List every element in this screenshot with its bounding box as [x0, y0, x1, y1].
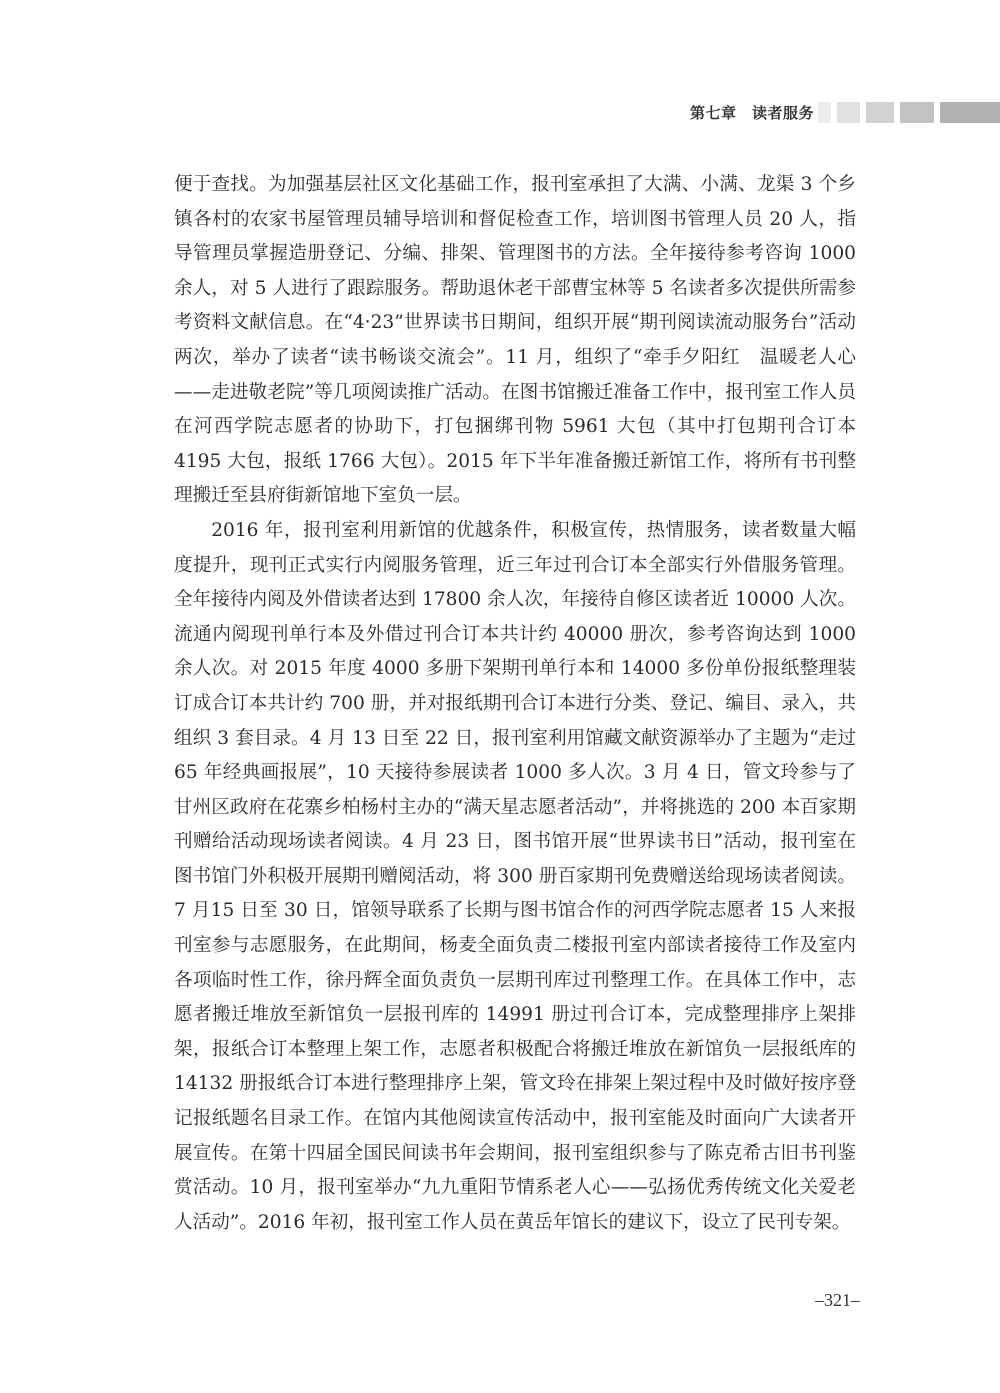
- page-number: –321–: [815, 1290, 860, 1310]
- header-decoration-band: [837, 102, 860, 123]
- body-text: [174, 168, 856, 1240]
- header-decoration-band: [900, 102, 934, 123]
- paragraph-continued: 便于查找。为加强基层社区文化基础工作，报刊室承担了大满、小满、龙渠 3 个乡镇各村的农家书屋管理员辅导培训和督促检查工作，培训图书管理人员 20 人，指导管理员掌握造册登记、分编、排架、管理图书的方法。全年接待参考咨询 1000 余人，对 5 人进行了跟踪服务。帮助退休老干部曹宝林等 5 名读者多次提供所需参考资料文献信息。在“4·23”世界读书日期间，组织开展“期刊阅读流动服务台”活动两次，举办了读者“读书畅谈交流会”。11 月，组织了“牵手夕阳红 温暖老人心——走进敬老院”等几项阅读推广活动。在图书馆搬迁准备工作中，报刊室工作人员在河西学院志愿者的协助下，打包捆绑刊物 5961 大包（其中打包期刊合订本 4195 大包，报纸 1766 大包）。2015 年下半年准备搬迁新馆工作，将所有书刊整理搬迁至县府街新馆地下室负一层。: [174, 174, 856, 507]
- chapter-title: 第七章 读者服务: [690, 104, 815, 122]
- paragraph-2016: 2016 年，报刊室利用新馆的优越条件，积极宣传，热情服务，读者数量大幅度提升，现刊正式实行内阅服务管理，近三年过刊合订本全部实行外借服务管理。全年接待内阅及外借读者达到 17800 余人次，年接待自修区读者近 10000 人次。流通内阅现刊单行本及外借过刊合订本共计约 40000 册次，参考咨询达到 1000 余人次。对 2015 年度 4000 多册下架期刊单行本和 14000 多份单份报纸整理装订成合订本共计约 700 册，并对报纸期刊合订本进行分类、登记、编目、录入，共组织 3 套目录。4 月 13 日至 22 日，报刊室利用馆藏文献资源举办了主题为“走过 65 年经典画报展”，10 天接待参展读者 1000 多人次。3 月 4 日，管文玲参与了甘州区政府在花寨乡柏杨村主办的“满天星志愿者活动”，并将挑选的 200 本百家期刊赠给活动现场读者阅读。4 月 23 日，图书馆开展“世界读书日”活动，报刊室在图书馆门外积极开展期刊赠阅活动，将 300 册百家期刊免费赠送给现场读者阅读。7 月15 日至 30 日，馆领导联系了长期与图书馆合作的河西学院志愿者 15 人来报刊室参与志愿服务，在此期间，杨麦全面负责二楼报刊室内部读者接待工作及室内各项临时性工作，徐丹辉全面负责负一层期刊库过刊整理工作。在具体工作中，志愿者搬迁堆放至新馆负一层报刊库的 14991 册过刊合订本，完成整理排序上架排架，报纸合订本整理上架工作，志愿者积极配合将搬迁堆放在新馆负一层报纸库的 14132 册报纸合订本进行整理排序上架，管文玲在排架上架过程中及时做好按序登记报纸题名目录工作。在馆内其他阅读宣传活动中，报刊室能及时面向广大读者开展宣传。在第十四届全国民间读书年会期间，报刊室组织参与了陈克希古旧书刊鉴赏活动。10 月，报刊室举办“九九重阳节情系老人心——弘扬优秀传统文化关爱老人活动”。2016 年初，报刊室工作人员在黄岳年馆长的建议下，设立了民刊专架。: [174, 519, 856, 1233]
- running-header: [0, 100, 1000, 126]
- header-decoration-band: [818, 102, 831, 123]
- header-decoration-band: [940, 102, 1000, 123]
- header-decoration-band: [866, 102, 894, 123]
